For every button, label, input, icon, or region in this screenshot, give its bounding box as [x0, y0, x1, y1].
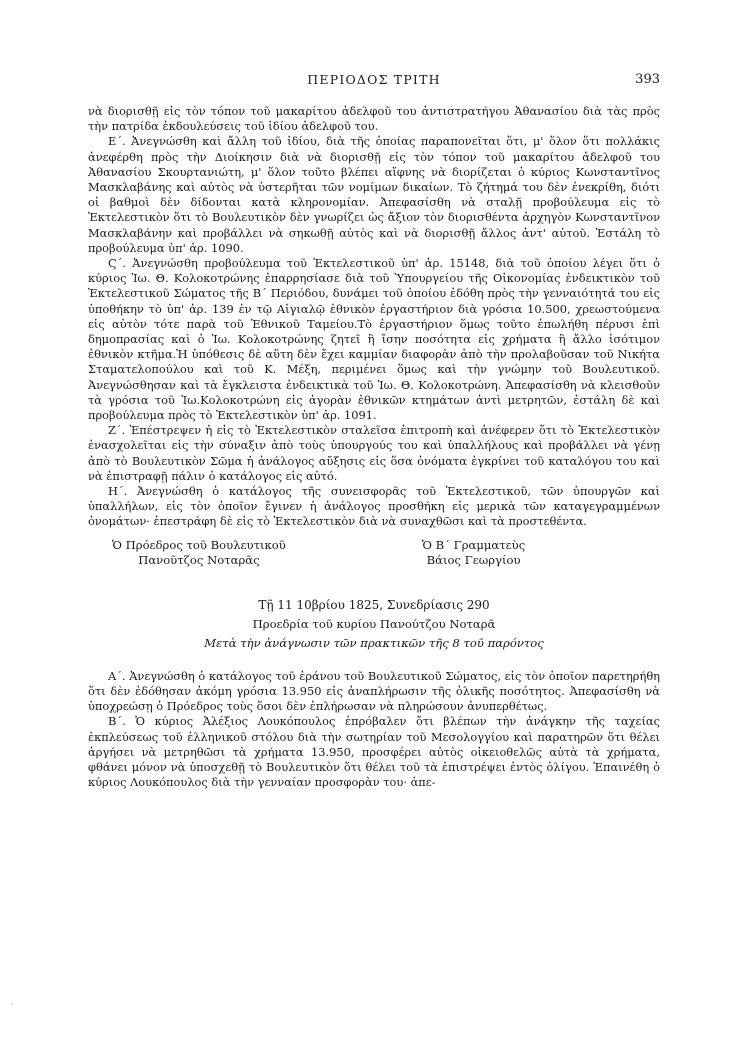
page-number: 393 — [635, 72, 660, 87]
session-presidency: Προεδρία τοῦ κυρίου Πανούτζου Νοταρᾶ — [252, 616, 496, 631]
section-gap — [88, 651, 660, 669]
paragraph-item-h: Η΄. Ἀνεγνώσθη ὁ κατάλογος τῆς συνεισφορᾶς τοῦ Ἐκτελεστικοῦ, τῶν ὑπουργῶν καὶ ὑπαλλήλων, εἰς τὸν ὁποῖον ἔγινεν ἡ ἀνάλογος προσθήκη εἰς μερικὰ τῶν καταγεγραμμένων ὀνομάτων· ἐπεστράφη δὲ εἰς τὸ Ἐκτελεστικὸν διὰ νὰ συναχθῶσι καὶ τὰ προστεθέντα. — [88, 484, 660, 529]
secretary-title: Ὁ Β΄ Γραμματεὺς — [422, 537, 526, 552]
president-name: Πανοῦτζος Νοταρᾶς — [138, 553, 260, 568]
running-title: ΠΕΡΙΟΔΟΣ ΤΡΙΤΗ — [307, 72, 441, 87]
paragraph-item-e: Ε΄. Ἀνεγνώσθη καὶ ἄλλη τοῦ ἰδίου, διὰ τῆς ὁποίας παραπονεῖται ὅτι, μ' ὅλον ὅτι πολλάκις ἀνεφέρθη πρὸς τὴν Διοίκησιν διὰ νὰ διορισθῇ εἰς τὸν τόπον τοῦ μακαρίτου ἀδελφοῦ του Ἀθανασίου Σκουρτανιώτη, μ' ὅλον τοῦτο βλέπει αἴφνης νὰ διορίζεται ὁ κύριος Κωνσταντῖνος Μασκλαβάνης καὶ αὐτὸς νὰ ὑστερῆται τῶν νομίμων δικαίων. Τὸ ζήτημά του δὲν ἐνεκρίθη, διότι οἱ βαθμοὶ δὲν δίδονται κατὰ κληρονομίαν. Ἀπεφασίσθη νὰ σταλῇ προβούλευμα εἰς τὸ Ἐκτελεστικὸν ὅτι τὸ Βουλευτικὸν δὲν γνωρίζει ὡς ἄξιον τὸν διορισθέντα ἀρχηγὸν Κωνσταντῖνον Μασκλαβάνην καὶ προβάλλει νὰ σηκωθῇ αὐτὸς καὶ νὰ διορισθῇ ἄλλος ἀντ' αὐτοῦ. Ἐστάλη τὸ προβούλευμα ὑπ' ἀρ. 1090. — [88, 134, 660, 255]
paragraph-continuation: νὰ διορισθῇ εἰς τὸν τόπον τοῦ μακαρίτου ἀδελφοῦ του ἀντιστρατήγου Ἀθανασίου διὰ τὰς πρὸς τὴν πατρίδα ἐκδουλεύσεις τοῦ ἰδίου ἀδελφοῦ του. — [88, 104, 660, 134]
paragraph-item-a: Α΄. Ἀνεγνώσθη ὁ κατάλογος τοῦ ἐράνου τοῦ Βουλευτικοῦ Σώματος, εἰς τὸν ὁποῖον παρετηρήθη ὅτι δὲν ἐδόθησαν ἀκόμη γρόσια 13.950 εἰς ἀναπλήρωσιν τῆς ὁλικῆς ποσότητος. Ἀπεφασίσθη νὰ ὑποχρεώσῃ ὁ Πρόεδρος τοὺς ὅσοι δὲν ἐπλήρωσαν νὰ πληρώσουν ἀνυπερθέτως. — [88, 668, 660, 714]
session-heading: Τῇ 11 10βρίου 1825, Συνεδρίασις 290 — [258, 597, 490, 612]
secretary-name: Βάιος Γεωργίου — [426, 553, 521, 568]
paragraph-item-z: Ζ΄. Ἐπέστρεψεν ἡ εἰς τὸ Ἐκτελεστικὸν σταλεῖσα ἐπιτροπὴ καὶ ἀνέφερεν ὅτι τὸ Ἐκτελεστικὸν ἐνασχολεῖται εἰς τὴν σύναξιν ἀπὸ τοὺς ὑπουργούς του καὶ ὑπαλλήλους καὶ προβάλλει νὰ γένῃ ἀπὸ τὸ Βουλευτικὸν Σῶμα ἡ ἀνάλογος αὔξησις εἰς ὅσα ὀνόματα ἐγκρίνει τοῦ καταλόγου του καὶ νὰ ἐπιστραφῇ πάλιν ὁ κατάλογος εἰς αὐτό. — [88, 423, 660, 483]
secretary-signature — [422, 538, 525, 569]
session-reading-note: Μετὰ τὴν ἀνάγνωσιν τῶν πρακτικῶν τῆς 8 τοῦ παρόντος — [204, 635, 544, 650]
paragraph-item-st: Ϛ΄. Ἀνεγνώσθη προβούλευμα τοῦ Ἐκτελεστικοῦ ὑπ' ἀρ. 15148, διὰ τοῦ ὁποίου λέγει ὅτι ὁ κύριος Ἰω. Θ. Κολοκοτρώνης ἐπαρρησίασε διὰ τοῦ Ὑπουργείου τῆς Οἰκονομίας ἐνδεικτικὸν τοῦ Ἐκτελεστικοῦ Σώματος τῆς Β΄ Περιόδου, δυνάμει τοῦ ὁποίου ἐδόθη πρὸς τὴν γενναιότητά του εἰς ὑποθήκην τὸ ὑπ' ἀρ. 139 ἐν τῷ Αἰγιαλῷ ἐθνικὸν ἐργαστήριον διὰ γρόσια 10.500, χρεωστούμενα εἰς αὐτὸν τότε παρὰ τοῦ Ἐθνικοῦ Ταμείου.Τὸ ἐργαστήριον ὅμως τοῦτο ἐπωλήθη πέρυσι ἐπὶ δημοπρασίας καὶ ὁ Ἰω. Κολοκοτρώνης ζητεῖ ἢ ἴσην ποσότητα εἰς χρήματα ἢ ἄλλο ἰσότιμον ἐθνικὸν κτῆμα.Ἡ ὑπόθεσις δὲ αὕτη δὲν ἔχει καμμίαν διαφορὰν ἀπὸ τὴν προλαβοῦσαν τοῦ Νικήτα Σταματελοπούλου καὶ τοῦ Κ. Μέξη, περιμένει ὅμως καὶ τὴν γνώμην τοῦ Βουλευτικοῦ. Ἀνεγνώσθησαν καὶ τὰ ἔγκλειστα ἐνδεικτικὰ τοῦ Ἰω. Θ. Κολοκοτρώνη. Ἀπεφασίσθη νὰ κλεισθοῦν τὰ γρόσια τοῦ Ἰω.Κολοκοτρώνη εἰς ἀγορὰν ἐθνικῶν κτημάτων ἀντὶ μετρητῶν, ἐστάλη δὲ καὶ προβούλευμα πρὸς τὸ Ἐκτελεστικὸν ὑπ' ἀρ. 1091. — [88, 256, 660, 423]
president-title: Ὁ Πρόεδρος τοῦ Βουλευτικοῦ — [112, 537, 286, 552]
page-body — [88, 104, 660, 790]
page-header — [88, 72, 660, 92]
president-signature — [112, 538, 286, 569]
paragraph-item-b: Β΄. Ὁ κύριος Ἀλέξιος Λουκόπουλος ἐπρόβαλεν ὅτι βλέπων τὴν ἀνάγκην τῆς ταχείας ἐκπλεύσεως τοῦ ἑλληνικοῦ στόλου διὰ τὴν σωτηρίαν τοῦ Μεσολογγίου καὶ παρατηρῶν ὅτι θέλει ἀργήσει νὰ μετρηθῶσι τὰ χρήματα 13.950, προσφέρει αὐτὸς οἰκειοθελῶς αὐτὰ τὰ χρήματα, φθάνει μόνον νὰ ὑποσχεθῇ τὸ Βουλευτικὸν ὅτι θέλει τοῦ τὰ ἐπιστρέψει ἐντὸς ὀλίγου. Ἐπαινέθη ὁ κύριος Λουκόπουλος διὰ τὴν γενναίαν προσφορὰν του· ἀπε- — [88, 714, 660, 790]
margin-mark: · — [10, 1000, 13, 1009]
signature-block — [88, 538, 660, 572]
